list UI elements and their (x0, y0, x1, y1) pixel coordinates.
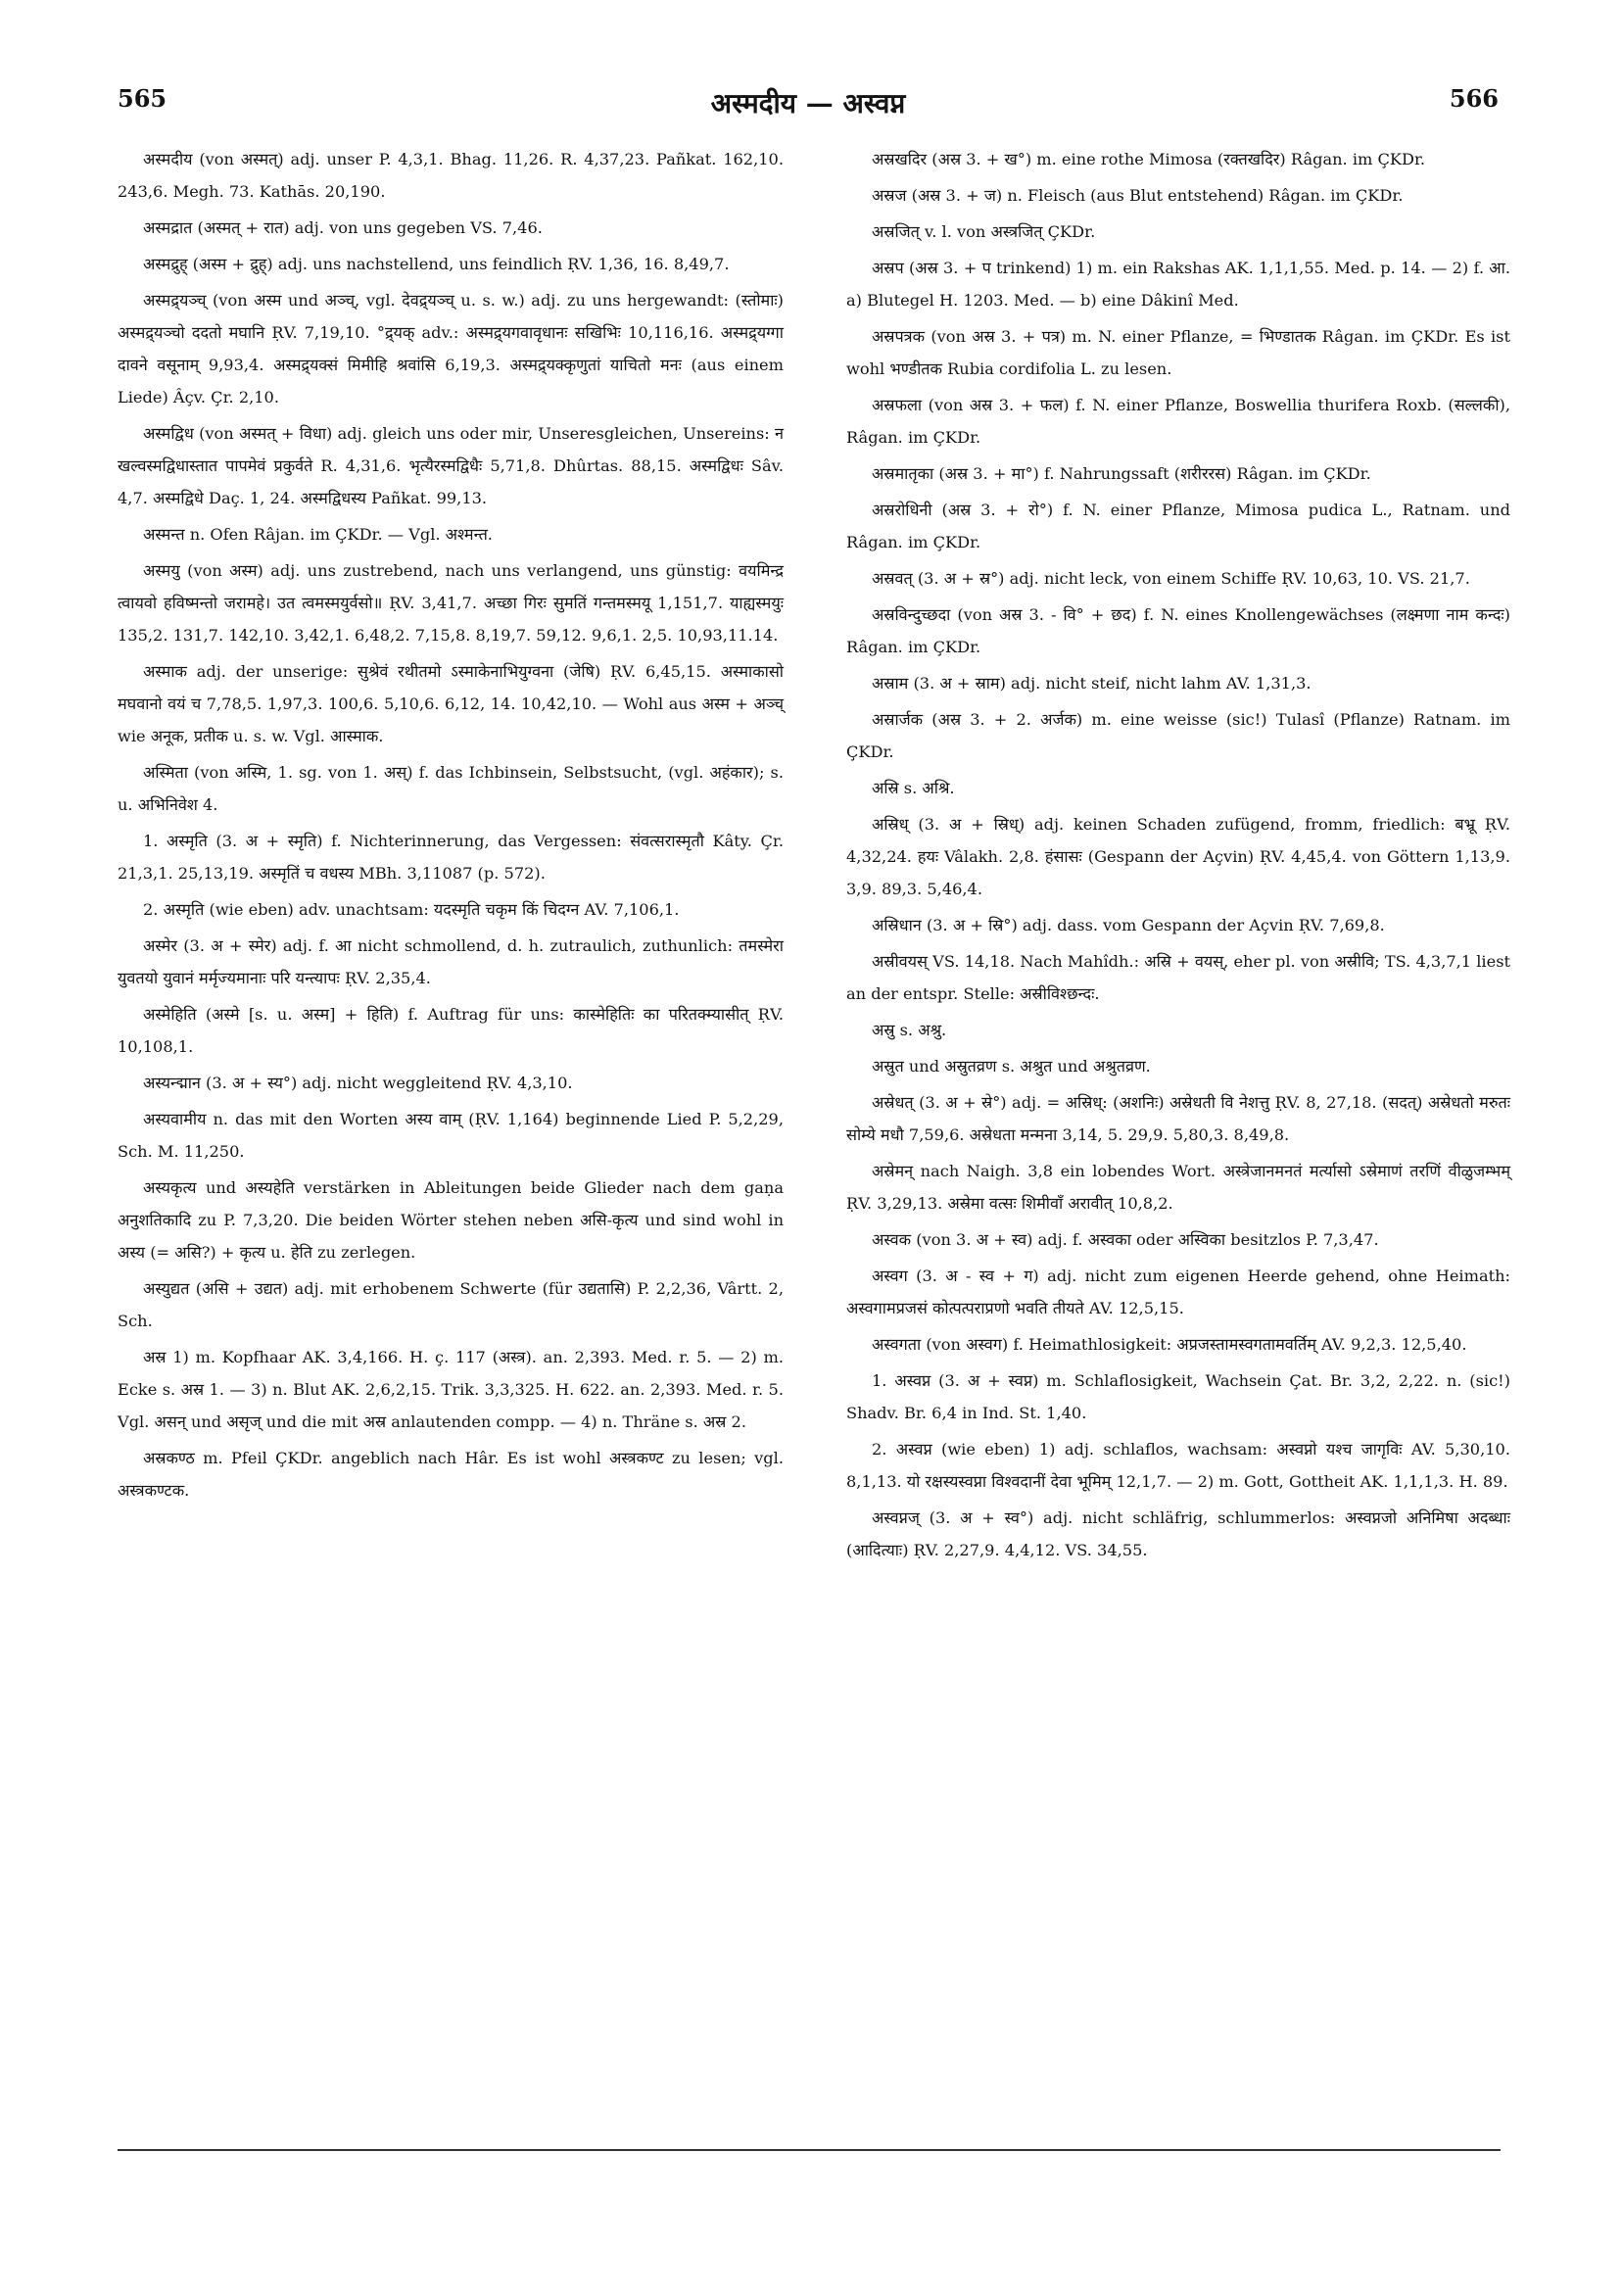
dictionary-entry: अस्यन्द्मान (3. अ + स्य°) adj. nicht weggleitend ṚV. 4,3,10. (143, 1074, 573, 1092)
dictionary-entry: अस्वग (3. अ - स्व + ग) adj. nicht zum eigenen Heerde gehend, ohne Heimath: अस्वगामप्रजसं कोत्पत्पराप्रणो भवति तीयते AV. 12,5,15. (846, 1267, 1510, 1317)
page-number-right: 566 (1449, 84, 1499, 113)
dictionary-entry: अस्राम (3. अ + स्राम) adj. nicht steif, nicht lahm AV. 1,31,3. (872, 674, 1312, 693)
dictionary-entry: अस्यकृत्य und अस्यहेति verstärken in Ableitungen beide Glieder nach dem gaṇa अनुशतिकादि zu P. 7,3,20. Die beiden Wörter stehen neben असि-कृत्य und sind wohl in अस्य (= असि?) + कृत्य u. हेति zu zerlegen. (118, 1178, 784, 1262)
dictionary-entry: 1. अस्मृति (3. अ + स्मृति) f. Nichterinnerung, das Vergessen: संवत्सरास्मृतौ Kâty. Çr. 21,3,1. 25,13,19. अस्मृतिं च वधस्य MBh. 3,11087 (p. 572). (118, 832, 784, 883)
dictionary-entry: अस्मेहिति (अस्मे [s. u. अस्म] + हिति) f. Auftrag für uns: कास्मेहितिः का परितक्म्यासीत् ṚV. 10,108,1. (118, 1005, 784, 1056)
dictionary-entry: अस्मद्विध (von अस्मत् + विधा) adj. gleich uns oder mir, Unseresgleichen, Unsereins: न खल्वस्मद्विधास्तात पापमेवं प्रकुर्वते R. 4,31,6. भृत्यैरस्मद्विधैः 5,71,8. Dhûrtas. 88,15. अस्मद्विधः Sâv. 4,7. अस्मद्विधे Daç. 1, 24. अस्मद्विधस्य Pañkat. 99,13. (118, 424, 784, 507)
dictionary-entry: अस्रजित् v. l. von अस्त्रजित् ÇKDr. (872, 222, 1096, 241)
dictionary-entry: अस्युद्यत (असि + उद्यत) adj. mit erhobenem Schwerte (für उद्यतासि) P. 2,2,36, Vârtt. 2, Sch. (118, 1279, 784, 1330)
dictionary-entry: अस्मदीय (von अस्मत्) adj. unser P. 4,3,1. Bhag. 11,26. R. 4,37,23. Pañkat. 162,10. 243,6. Megh. 73. Kathās. 20,190. (118, 150, 784, 201)
dictionary-entry: अस्रज (अस्र 3. + ज) n. Fleisch (aus Blut entstehend) Râgan. im ÇKDr. (872, 186, 1404, 205)
right-column (846, 143, 1510, 1570)
page-header (118, 84, 1499, 127)
dictionary-entry: अस्मद्र्यञ्च् (von अस्म und अञ्च्, vgl. देवद्र्यञ्च् u. s. w.) adj. zu uns hergewandt: (स्तोमाः) अस्मद्र्यञ्चो ददतो मघानि ṚV. 7,19,10. °द्र्यक् adv.: अस्मद्र्यगवावृधानः सखिभिः 10,116,16. अस्मद्र्यग्गा दावने वसूनाम् 9,93,4. अस्मद्र्यक्सं मिमीहि श्रवांसि 6,19,3. अस्मद्र्यक्कृणुतां याचितो मनः (aus einem Liede) Âçv. Çr. 2,10. (118, 291, 784, 407)
dictionary-entry: अस्रकण्ठ m. Pfeil ÇKDr. angeblich nach Hâr. Es ist wohl अस्त्रकण्ट zu lesen; vgl. अस्त्रकण्टक. (118, 1449, 784, 1500)
dictionary-entry: अस्रि s. अश्रि. (872, 779, 955, 797)
dictionary-entry: 2. अस्वप्न (wie eben) 1) adj. schlaflos, wachsam: अस्वप्नो यश्च जागृविः AV. 5,30,10. 8,1,13. यो रक्षस्यस्वप्ना विश्वदानीं देवा भूमिम् 12,1,7. — 2) m. Gott, Gottheit AK. 1,1,1,3. H. 89. (846, 1440, 1510, 1491)
dictionary-entry: अस्रविन्दुच्छदा (von अस्र 3. - वि° + छद) f. N. eines Knollengewächses (लक्ष्मणा नाम कन्दः) Râgan. im ÇKDr. (846, 605, 1510, 656)
dictionary-entry: अस्रप (अस्र 3. + प trinkend) 1) m. ein Rakshas AK. 1,1,1,55. Med. p. 14. — 2) f. आ. a) Blutegel H. 1203. Med. — b) eine Dâkinî Med. (846, 259, 1510, 310)
dictionary-entry: अस्रार्जक (अस्र 3. + 2. अर्जक) m. eine weisse (sic!) Tulasî (Pflanze) Ratnam. im ÇKDr. (846, 710, 1510, 761)
dictionary-entry: अस्मद्रुह् (अस्म + द्रुह्) adj. uns nachstellend, uns feindlich ṚV. 1,36, 16. 8,49,7. (143, 255, 730, 273)
dictionary-entry: अस्रेधत् (3. अ + स्रे°) adj. = अस्रिध्: (अशनिः) अस्रेधती वि नेशत्तु ṚV. 8, 27,18. (सदत्) अस्रेधतो मरुतः सोम्ये मधौ 7,59,6. अस्रेधता मन्मना 3,14, 5. 29,9. 5,80,3. 8,49,8. (846, 1093, 1510, 1144)
page-number-left: 565 (118, 84, 167, 113)
dictionary-entry: अस्ररोधिनी (अस्र 3. + रो°) f. N. einer Pflanze, Mimosa pudica L., Ratnam. und Râgan. im ÇKDr. (846, 501, 1510, 551)
dictionary-entry: अस्रखदिर (अस्र 3. + ख°) m. eine rothe Mimosa (रक्तखदिर) Râgan. im ÇKDr. (872, 150, 1426, 168)
dictionary-entry: अस्रु s. अश्रु. (872, 1021, 947, 1039)
dictionary-entry: अस्रिध् (3. अ + स्रिध्) adj. keinen Schaden zufügend, fromm, friedlich: बभ्रू ṚV. 4,32,24. हयः Vâlakh. 2,8. हंसासः (Gespann der Açvin) ṚV. 4,45,4. von Göttern 1,13,9. 3,9. 89,3. 5,46,4. (846, 815, 1510, 898)
dictionary-entry: अस्मयु (von अस्म) adj. uns zustrebend, nach uns verlangend, uns günstig: वयमिन्द्र त्वायवो हविष्मन्तो जरामहे। उत त्वमस्मयुर्वसो॥ ṚV. 3,41,7. अच्छा गिरः सुमतिं गन्तमस्मयू 1,151,7. याह्यस्मयुः 135,2. 131,7. 142,10. 3,42,1. 6,48,2. 7,15,8. 8,19,7. 59,12. 9,6,1. 2,5. 10,93,11.14. (118, 561, 784, 645)
dictionary-entry: अस्रुत und अस्रुतव्रण s. अश्रुत und अश्रुतव्रण. (872, 1057, 1151, 1076)
dictionary-entry: अस्यवामीय n. das mit den Worten अस्य वाम् (ṚV. 1,164) beginnende Lied P. 5,2,29, Sch. M. 11,250. (118, 1110, 784, 1161)
dictionary-entry: अस्मिता (von अस्मि, 1. sg. von 1. अस्) f. das Ichbinsein, Selbstsucht, (vgl. अहंकार); s. u. अभिनिवेश 4. (118, 763, 784, 814)
running-title: अस्मदीय — अस्वप्न (710, 87, 906, 120)
dictionary-entry: अस्मन्त n. Ofen Râjan. im ÇKDr. — Vgl. अश्मन्त. (143, 525, 493, 544)
dictionary-entry: 1. अस्वप्न (3. अ + स्वप्न) m. Schlaflosigkeit, Wachsein Çat. Br. 3,2, 2,22. n. (sic!) Shadv. Br. 6,4 in Ind. St. 1,40. (846, 1371, 1510, 1422)
dictionary-entry: अस्मेर (3. अ + स्मेर) adj. f. आ nicht schmollend, d. h. zutraulich, zuthunlich: तमस्मेरा युवतयो युवानं मर्मृज्यमानाः परि यन्त्यापः ṚV. 2,35,4. (118, 936, 784, 987)
dictionary-entry: अस्रेमन् nach Naigh. 3,8 ein lobendes Wort. अस्त्रेजानमनतं मर्त्यासो ऽस्रेमाणं तरणिं वीळुजम्भम् ṚV. 3,29,13. अस्रेमा वत्सः शिमीवाँ अरावीत् 10,8,2. (846, 1162, 1510, 1213)
dictionary-entry: अस्रमातृका (अस्र 3. + मा°) f. Nahrungssaft (शरीररस) Râgan. im ÇKDr. (872, 464, 1371, 483)
dictionary-entry: अस्रवत् (3. अ + स्र°) adj. nicht leck, von einem Schiffe ṚV. 10,63, 10. VS. 21,7. (872, 569, 1470, 588)
dictionary-entry: अस्वक (von 3. अ + स्व) adj. f. अस्वका oder अस्विका besitzlos P. 7,3,47. (872, 1230, 1379, 1249)
dictionary-entry: अस्मद्रात (अस्मत् + रात) adj. von uns gegeben VS. 7,46. (143, 218, 543, 237)
dictionary-entry: 2. अस्मृति (wie eben) adv. unachtsam: यदस्मृति चकृम किं चिदग्न AV. 7,106,1. (143, 900, 680, 919)
dictionary-entry: अस्रपत्रक (von अस्र 3. + पत्र) m. N. einer Pflanze, = भिण्डातक Râgan. im ÇKDr. Es ist wohl भण्डीतक Rubia cordifolia L. zu lesen. (846, 327, 1510, 378)
dictionary-entry: अस्रफला (von अस्र 3. + फल) f. N. einer Pflanze, Boswellia thurifera Roxb. (सल्लकी), Râgan. im ÇKDr. (846, 396, 1510, 447)
bottom-rule (118, 2149, 1501, 2151)
dictionary-entry: अस्र 1) m. Kopfhaar AK. 3,4,166. H. ç. 117 (अस्त्र). an. 2,393. Med. r. 5. — 2) m. Ecke s. अस्र 1. — 3) n. Blut AK. 2,6,2,15. Trik. 3,3,325. H. 622. an. 2,393. Med. r. 5. Vgl. असन् und असृज् und die mit अस्र anlautenden compp. — 4) n. Thräne s. अस्र 2. (118, 1348, 784, 1431)
left-column (118, 143, 784, 1510)
dictionary-entry: अस्रिधान (3. अ + स्रि°) adj. dass. vom Gespann der Açvin ṚV. 7,69,8. (872, 916, 1385, 934)
dictionary-entry: अस्रीवयस् VS. 14,18. Nach Mahîdh.: अस्रि + वयस्, eher pl. von अस्रीवि; TS. 4,3,7,1 liest an der entspr. Stelle: अस्रीविश्छन्दः. (846, 952, 1510, 1003)
dictionary-entry: अस्माक adj. der unserige: सुश्रेवं रथीतमो ऽस्माकेनाभियुग्वना (जेषि) ṚV. 6,45,15. अस्माकासो मघवानो वयं च 7,78,5. 1,97,3. 100,6. 5,10,6. 6,12, 14. 10,42,10. — Wohl aus अस्म + अञ्च् wie अनूक, प्रतीक u. s. w. Vgl. आस्माक. (118, 662, 784, 745)
dictionary-entry: अस्वप्नज् (3. अ + स्व°) adj. nicht schläfrig, schlummerlos: अस्वप्नजो अनिमिषा अदब्धाः (आदित्याः) ṚV. 2,27,9. 4,4,12. VS. 34,55. (846, 1508, 1510, 1559)
dictionary-entry: अस्वगता (von अस्वग) f. Heimathlosigkeit: अप्रजस्तामस्वगतामवर्तिम् AV. 9,2,3. 12,5,40. (872, 1335, 1467, 1354)
